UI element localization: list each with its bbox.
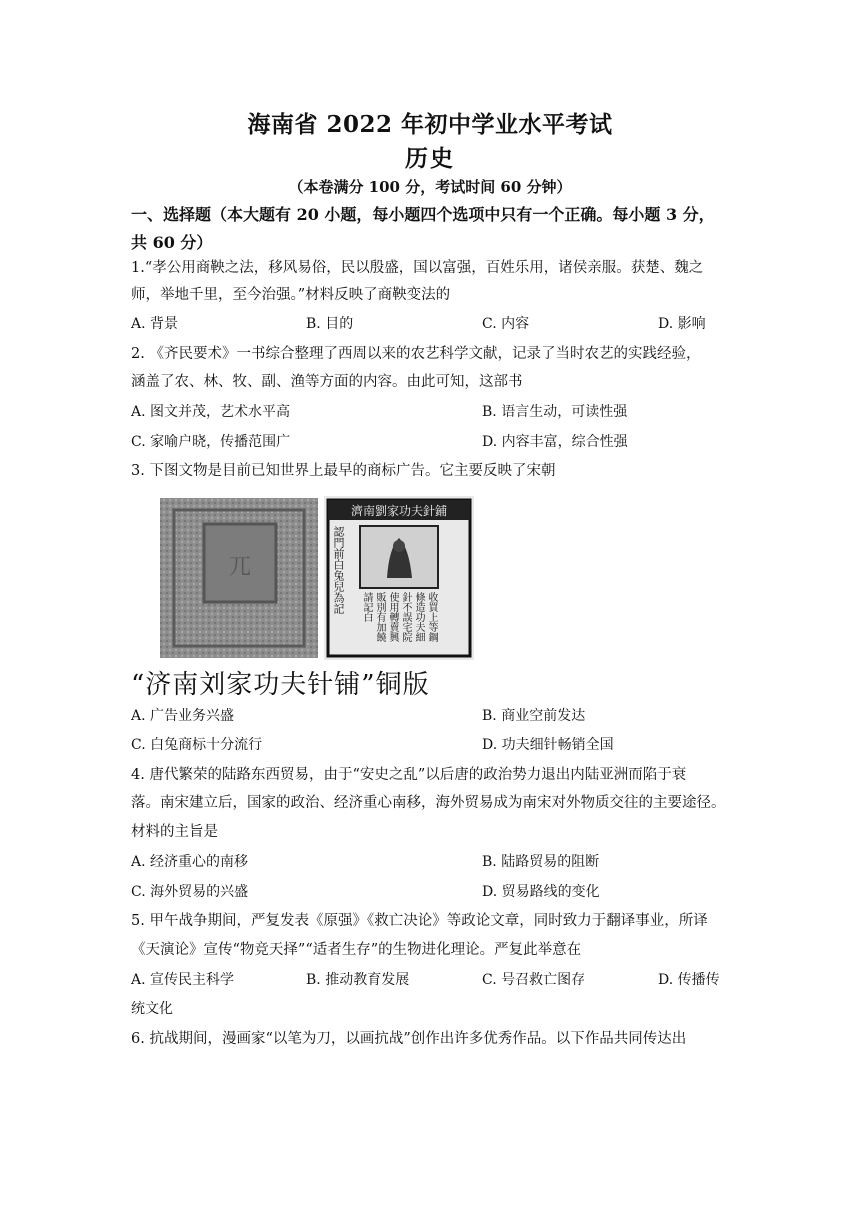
q4-option-d[interactable]: D. 贸易路线的变化 (482, 884, 600, 900)
question-3-line-1: 3. 下图文物是目前已知世界上最早的商标广告。它主要反映了宋朝 (131, 463, 556, 479)
q4-option-c[interactable]: C. 海外贸易的兴盛 (131, 884, 249, 900)
question-1-line-1: 1.“孝公用商鞅之法，移风易俗，民以殷盛，国以富强，百姓乐用，诸侯亲服。获楚、魏之 (131, 260, 704, 276)
q1-option-a[interactable]: A. 背景 (131, 316, 179, 332)
section-heading: 一、选择题（本大题有 20 小题，每小题四个选项中只有一个正确。每小题 3 分， (131, 205, 715, 224)
q2-option-d[interactable]: D. 内容丰富，综合性强 (482, 434, 628, 450)
q5-option-d-wrap: 统文化 (131, 1001, 173, 1017)
question-4-line-1: 4. 唐代繁荣的陆路东西贸易，由于“安史之乱”以后唐的政治势力退出内陆亚洲而陷于衰 (131, 767, 687, 783)
q3-option-c[interactable]: C. 白兔商标十分流行 (131, 737, 263, 753)
q5-option-a[interactable]: A. 宣传民主科学 (131, 972, 235, 988)
plate-banner-text: 濟南劉家功夫針鋪 (350, 504, 448, 518)
q2-option-a[interactable]: A. 图文并茂，艺术水平高 (131, 404, 291, 420)
q2-option-b[interactable]: B. 语言生动，可读性强 (482, 404, 628, 420)
q4-option-a[interactable]: A. 经济重心的南移 (131, 854, 249, 870)
question-2-line-2: 涵盖了农、林、牧、副、渔等方面的内容。由此可知，这部书 (131, 374, 523, 390)
question-1-line-2: 师，举地千里，至今治强。”材料反映了商鞅变法的 (131, 287, 451, 303)
plate-right-text: 收買上等鋼條造功夫細針不誤宅院使用轉賣興販別有加饒請記白 (361, 592, 437, 642)
q5-option-c[interactable]: C. 号召救亡图存 (482, 972, 586, 988)
q1-option-c[interactable]: C. 内容 (482, 316, 530, 332)
q4-option-b[interactable]: B. 陆路贸易的阻断 (482, 854, 600, 870)
question-6-line-1: 6. 抗战期间，漫画家“以笔为刀，以画抗战”创作出许多优秀作品。以下作品共同传达出 (131, 1031, 687, 1047)
q3-option-d[interactable]: D. 功夫细针畅销全国 (482, 737, 614, 753)
exam-title: 海南省 2022 年初中学业水平考试 (247, 111, 613, 138)
exam-note: （本卷满分 100 分，考试时间 60 分钟） (288, 178, 572, 196)
q5-option-d[interactable]: D. 传播传 (658, 972, 720, 988)
subject-title: 历史 (405, 145, 455, 172)
question-4-line-2: 落。南宋建立后，国家的政治、经济重心南移，海外贸易成为南宋对外物质交往的主要途径。 (131, 795, 726, 811)
question-4-line-3: 材料的主旨是 (131, 824, 218, 840)
q3-option-b[interactable]: B. 商业空前发达 (482, 708, 586, 724)
section-heading-cont: 共 60 分） (131, 233, 213, 252)
question-5-line-1: 5. 甲午战争期间，严复发表《原强》《救亡决论》等政论文章，同时致力于翻译事业，所译 (131, 913, 708, 929)
question-2-line-1: 2. 《齐民要术》一书综合整理了西周以来的农艺科学文献，记录了当时农艺的实践经验， (131, 346, 701, 362)
q3-option-a[interactable]: A. 广告业务兴盛 (131, 708, 235, 724)
svg-text:兀: 兀 (228, 555, 252, 580)
bronze-plate-image (160, 496, 474, 660)
q2-option-c[interactable]: C. 家喻户晓，传播范围广 (131, 434, 291, 450)
q1-option-b[interactable]: B. 目的 (306, 316, 354, 332)
figure-caption: “济南刘家功夫针铺”铜版 (131, 670, 430, 700)
question-5-line-2: 《天演论》宣传“物竞天择”“适者生存”的生物进化理论。严复此举意在 (131, 942, 582, 958)
plate-left-text: 認門前白兔兒為記 (332, 526, 345, 614)
q5-option-b[interactable]: B. 推动教育发展 (306, 972, 410, 988)
q1-option-d[interactable]: D. 影响 (658, 316, 706, 332)
